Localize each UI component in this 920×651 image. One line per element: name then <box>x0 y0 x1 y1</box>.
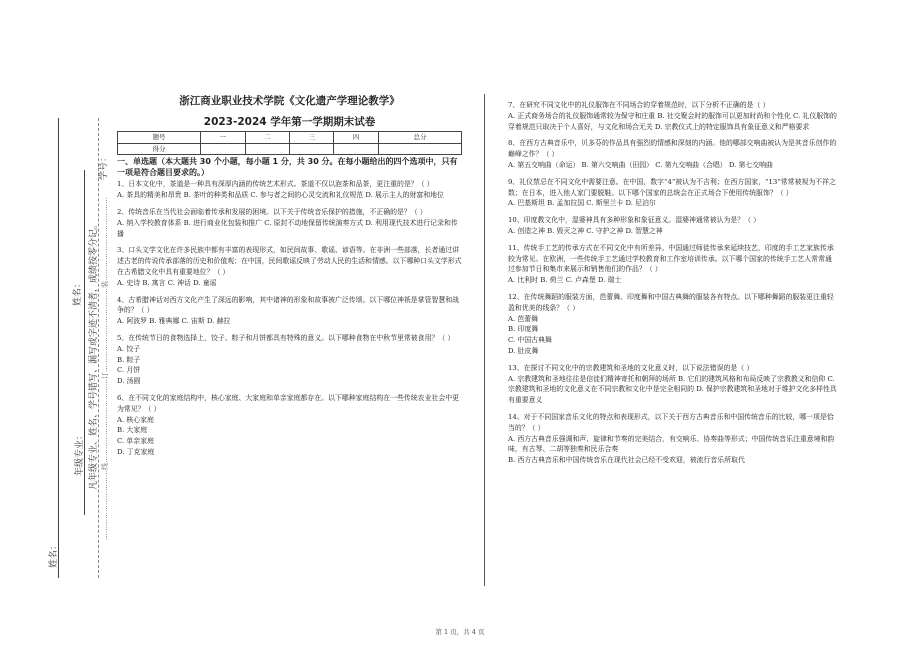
question-stem: 9、礼仪禁忌在不同文化中需要注意。在中国，数字“4”被认为不吉利；在西方国家，“13”常常被视为不祥之数；在日本，进入他人家门要脱鞋。以下哪个国家的总统会在正式场合下使用传统服饰？（ ） <box>508 177 836 197</box>
exam-subtitle: 2023-2024 学年第一学期期末试卷 <box>203 116 376 128</box>
question-option: A. 核心家庭 <box>117 415 154 424</box>
question-item <box>508 138 838 170</box>
question-option: B. 西方古典音乐和中国传统音乐在现代社会已经不受欢迎，被流行音乐所取代 <box>508 456 745 465</box>
question-stem: 10、印度教文化中，湿婆神具有多种形象和象征意义。湿婆神通常被认为是？（ ） <box>508 216 761 225</box>
left-column <box>117 94 462 464</box>
exam-title: 浙江商业职业技术学院《文化遗产学理论教学》 <box>179 95 400 107</box>
grading-notice: 凡年级专业、姓名、学号错写、漏写或字迹不清者，成绩按零分记。 <box>89 219 99 490</box>
question-item <box>117 179 462 201</box>
question-item <box>508 363 838 406</box>
seal-line-notice: …………………………线………………………………订………………………………装……………………………… <box>101 197 109 540</box>
score-cell[interactable] <box>289 143 333 155</box>
score-table <box>117 131 462 156</box>
binding-margin <box>0 0 112 651</box>
question-stem: 8、在西方古典音乐中，贝多芬的作品具有强烈的情感和深刻的内涵。他的哪部交响曲被认为是其音乐创作的巅峰之作？（ ） <box>508 139 837 159</box>
question-option: A. 正式商务场合的礼仪服饰通常较为保守和庄重 B. 社交聚会时的服饰可以更加时尚和个性化 C. 礼仪服饰的穿着规范只取决于个人喜好，与文化和场合无关 D. 宗教仪式上的特定服饰具有象征意义和严格要求 <box>508 111 837 131</box>
student-id-label: 学号： <box>99 152 109 180</box>
question-item <box>508 100 838 132</box>
right-question-list <box>508 100 838 466</box>
question-option: C. 月饼 <box>117 366 141 375</box>
question-option: A. 纳入学校教育体系 B. 进行商业化包装和推广 C. 原封不动地保留传统演奏方式 D. 利用现代技术进行记录和传播 <box>117 218 458 238</box>
right-column <box>508 100 838 472</box>
score-row-label: 得分 <box>118 143 201 155</box>
question-item <box>117 207 462 239</box>
question-item <box>117 245 462 288</box>
question-option: A. 比利时 B. 荷兰 C. 卢森堡 D. 瑞士 <box>508 276 622 285</box>
question-option: A. 宗教建筑和圣地往往是信徒们精神寄托和朝拜的场所 B. 它们的建筑风格和布局反映了宗教教义和信仰 C. 宗教建筑和圣地的文化意义在不同宗教和文化中是完全相同的 D. 保护宗教建筑和圣地对于维护文化多样性具有重要意义 <box>508 374 837 405</box>
question-stem: 1、日本文化中，茶道是一种具有深厚内涵的传统艺术形式。茶道不仅以泡茶和品茶，更注重的是？（ ） <box>117 180 434 189</box>
score-header: 二 <box>245 131 289 143</box>
question-option: B. 印度舞 <box>508 325 539 334</box>
question-item <box>508 177 838 209</box>
left-question-list <box>117 179 462 457</box>
question-stem: 11、传统手工艺的传承方式在不同文化中有所差异。中国通过师徒传承来延续技艺，印度的手工艺家族传承较为常见。在欧洲，一些传统手工艺通过学校教育和工作室培训传承。以下哪个国家的传统手工艺人常常通过参加节日和集市来展示和销售他们的作品？（ ） <box>508 243 834 274</box>
question-item <box>508 215 838 237</box>
question-option: C. 单亲家庭 <box>117 437 154 446</box>
column-divider <box>484 94 485 586</box>
question-option: A. 创造之神 B. 毁灭之神 C. 守护之神 D. 智慧之神 <box>508 226 663 235</box>
question-option: A. 西方古典音乐强调和声、旋律和节奏的完美结合，有交响乐、协奏曲等形式；中国传统音乐注重意境和韵味，有古琴、二胡等独奏和民乐合奏 <box>508 434 835 454</box>
question-stem: 14、对于不同国家音乐文化的特点和表现形式，以下关于西方古典音乐和中国传统音乐的比较，哪一项是恰当的？（ ） <box>508 412 834 432</box>
question-stem: 13、在探讨不同文化中的宗教建筑和圣地的文化意义时，以下说法错误的是（ ） <box>508 363 754 372</box>
question-stem: 12、在传统舞蹈的服装方面，芭蕾舞、印度舞和中国古典舞的服装各有特点。以下哪种舞蹈的服装更注重轻盈和优美的线条？（ ） <box>508 292 834 312</box>
question-item <box>117 333 462 387</box>
question-option: B. 大家庭 <box>117 426 148 435</box>
question-stem: 4、古希腊神话对西方文化产生了深远的影响，其中诸神的形象和故事被广泛传颂。以下哪位神祇是掌管智慧和战争的？（ ） <box>117 295 460 315</box>
score-cell[interactable] <box>378 143 461 155</box>
question-option: B. 粽子 <box>117 355 141 364</box>
question-option: A. 芭蕾舞 <box>508 314 539 323</box>
question-item <box>508 243 838 286</box>
score-header: 总分 <box>378 131 461 143</box>
score-header: 题号 <box>118 131 201 143</box>
question-option: D. 肚皮舞 <box>508 346 539 355</box>
score-table-header-row <box>118 131 462 143</box>
score-table-score-row <box>118 143 462 155</box>
score-header: 一 <box>201 131 245 143</box>
question-option: A. 第五交响曲（命运） B. 第六交响曲（田园） C. 第九交响曲（合唱） D. 第七交响曲 <box>508 160 773 169</box>
question-option: C. 中国古典舞 <box>508 336 552 345</box>
question-option: A. 巴基斯坦 B. 孟加拉国 C. 斯里兰卡 D. 尼泊尔 <box>508 199 656 208</box>
question-option: A. 茶具的精美和昂贵 B. 茶叶的种类和品质 C. 参与者之间的心灵交流和礼仪规范 D. 展示主人的财富和地位 <box>117 191 444 200</box>
question-item <box>117 393 462 458</box>
bottom-name-label: 姓名： <box>49 540 59 568</box>
score-cell[interactable] <box>245 143 289 155</box>
question-item <box>508 412 838 466</box>
question-option: A. 阿波罗 B. 雅典娜 C. 宙斯 D. 赫拉 <box>117 317 231 326</box>
major-label: 年级专业： <box>75 430 85 476</box>
question-item <box>117 295 462 327</box>
question-stem: 6、在不同文化的家庭结构中，核心家庭、大家庭和单亲家庭都存在。以下哪种家庭结构在一些传统农业社会中更为常见？（ ） <box>117 393 460 413</box>
section-title: 一、单选题（本大题共 30 个小题，每小题 1 分，共 30 分。在每小题给出的四个选项中，只有一项是符合题目要求的。） <box>117 157 458 178</box>
question-stem: 7、在研究不同文化中的礼仪服饰在不同场合的穿着规范时，以下分析不正确的是（ ） <box>508 101 770 109</box>
question-item <box>508 292 838 357</box>
score-header: 四 <box>334 131 378 143</box>
score-cell[interactable] <box>334 143 378 155</box>
question-stem: 2、传统音乐在当代社会面临着传承和发展的困境。以下关于传统音乐保护的措施，不正确的是？（ ） <box>117 207 427 216</box>
score-header: 三 <box>289 131 333 143</box>
question-stem: 3、口头文学文化在许多民族中都有丰富的表现形式，如民间故事、歌谣、谚语等。在非洲一些部落，长者通过讲述古老的传说传承部落的历史和价值观；在中国，民间歌谣反映了劳动人民的生活和情感。以下哪种口头文学形式在古希腊文化中具有重要地位？（ ） <box>117 246 462 276</box>
question-stem: 5、在传统节日的食物选择上，饺子、粽子和月饼都具有特殊的意义。以下哪种食物在中秋节里常被食用？（ ） <box>117 333 455 342</box>
binding-line <box>58 118 59 578</box>
question-option: D. 汤圆 <box>117 377 141 386</box>
question-option: A. 饺子 <box>117 344 141 353</box>
question-option: A. 史诗 B. 寓言 C. 神话 D. 童谣 <box>117 278 217 287</box>
name-label: 姓名： <box>73 278 83 306</box>
score-cell[interactable] <box>201 143 245 155</box>
question-option: D. 丁克家庭 <box>117 447 155 456</box>
page-footer: 第 1 页，共 4 页 <box>435 628 485 636</box>
